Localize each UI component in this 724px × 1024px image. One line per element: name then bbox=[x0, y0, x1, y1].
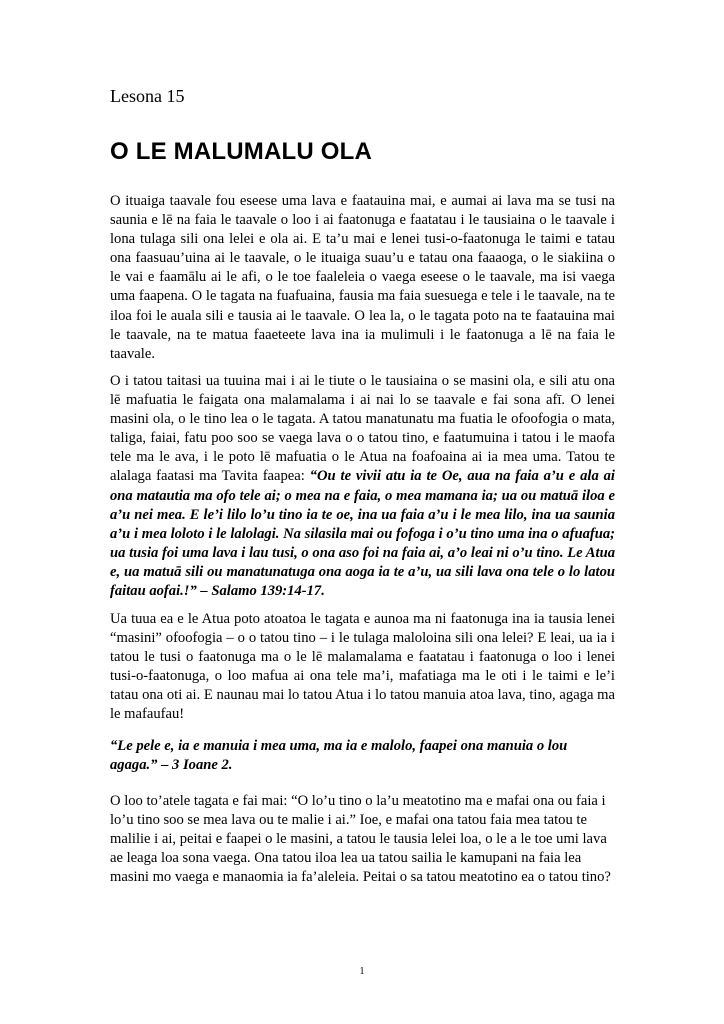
paragraph-intro: O ituaiga taavale fou eseese uma lava e faatauina mai, e aumai ai lava ma se tusi na saunia e lē na faia le taavale o loo i ai faatonuga e faatatau i le tausiaina o le taavale i lona tulaga sili ona lelei e ola ai. E ta’u mai e lenei tusi-o-faatonuga le taimi e tatau ona faasuau’uina ai le taavale, o le ituaiga suau’u e tatau ona faaaoga, o le siakiina o le vai e faamālu ai le afi, o le toe faaleleia o vaega eseese o le taavale, ma isi vaega uma faapena. O le tagata na fuafuaina, fausia ma faia suesuega e tele i le taavale, na te iloa foi le auala sili e tausia ai le taavale. O lea la, o le tagata poto na te faatauina mai le taavale, na te matua faaeteete lava ina ia mulimuli i le faatonuga a lē na faia le taavale. bbox=[110, 193, 615, 362]
paragraph-text: O i tatou taitasi ua tuuina mai i ai le tiute o le tausiaina o se masini ola, e sili atu ona lē mafuatia le faigata ona malamalama i ai nai lo se taavale e fai sona afī. O lenei masini ola, o le tino lea o le tagata. A tatou manatunatu ma fuatia le ofoofogia o mata, taliga, faiai, fatu poo soo se vaega lava o o tatou tino, e faatumuina i tatou i le maofa tele ma le ava, i le poto lē mafuatia o le Atua na foafoaina ai ia mea uma. Tatou te alalaga faatasi ma Tavita faapea: bbox=[110, 373, 615, 485]
paragraph-ownership: O loo to’atele tagata e fai mai: “O lo’u tino o la’u meatotino ma e mafai ona ou faia i lo’u tino soo se mea lava ou te malie i ai.” Ioe, e mafai ona tatou faia mea tatou te malilie i ai, peitai e faapei o le masini, a tatou le tausia lelei loa, o le a le toe umi lava ae leaga loa sona vaega. Ona tatou iloa lea ua tatou sailia le kamupani na faia lea masini mo vaega e manaomia ia fa’aleleia. Peitai o sa tatou meatotino ea o tatou tino? bbox=[110, 793, 611, 886]
scripture-quote-psalm: “Ou te vivii atu ia te Oe, aua na faia a’u e ala ai ona matautia ma ofo tele ai; o mea na e faia, o mea mamana ia; ua ou matuā iloa e a’u nei mea. E le’i lilo lo’u tino ia te oe, ina ua faia a’u i le mea lilo, ina ua saunia a’u i mea loloto i le lalolagi. Na silasila mai ou fofoga i o’u tino uma ina o afuafua; ua tusia foi uma lava i lau tusi, o ona aso foi na faia ai, a’o leai ni o’u tino. Le Atua e, ua matuā sili ou manatunatuga ona aoga ia te a’u, ua sili lava ona tele o lo latou faitau aofai.!” – Salamo 139:14-17. bbox=[110, 468, 615, 600]
page-number: 1 bbox=[359, 966, 365, 977]
lesson-label: Lesona 15 bbox=[110, 86, 185, 106]
paragraph-living-machine bbox=[110, 372, 615, 601]
scripture-quote-text: “Le pele e, ia e manuia i mea uma, ma ia e malolo, faapei ona manuia o lou agaga.” – 3 Ioane 2. bbox=[110, 738, 568, 774]
scripture-quote-john bbox=[110, 737, 615, 775]
page-title: O LE MALUMALU OLA bbox=[110, 138, 373, 165]
paragraph-instructions: Ua tuua ea e le Atua poto atoatoa le tagata e aunoa ma ni faatonuga ina ia tausia lenei “masini” ofoofogia – o o tatou tino – i le tulaga maloloina sili ona lelei? E leai, ua ia i tatou le tusi o faatonuga ma o le lē malamalama e faatatau i faatonuga o loo i lenei tusi-o-faatonuga, o loo mafua ai ona tele ma’i, mafatiaga ma le oti i le taimi e le’i tatau ona oti ai. E naunau mai lo tatou Atua i lo tatou manuia atoa lava, tino, agaga ma le mafaufau! bbox=[110, 611, 615, 723]
